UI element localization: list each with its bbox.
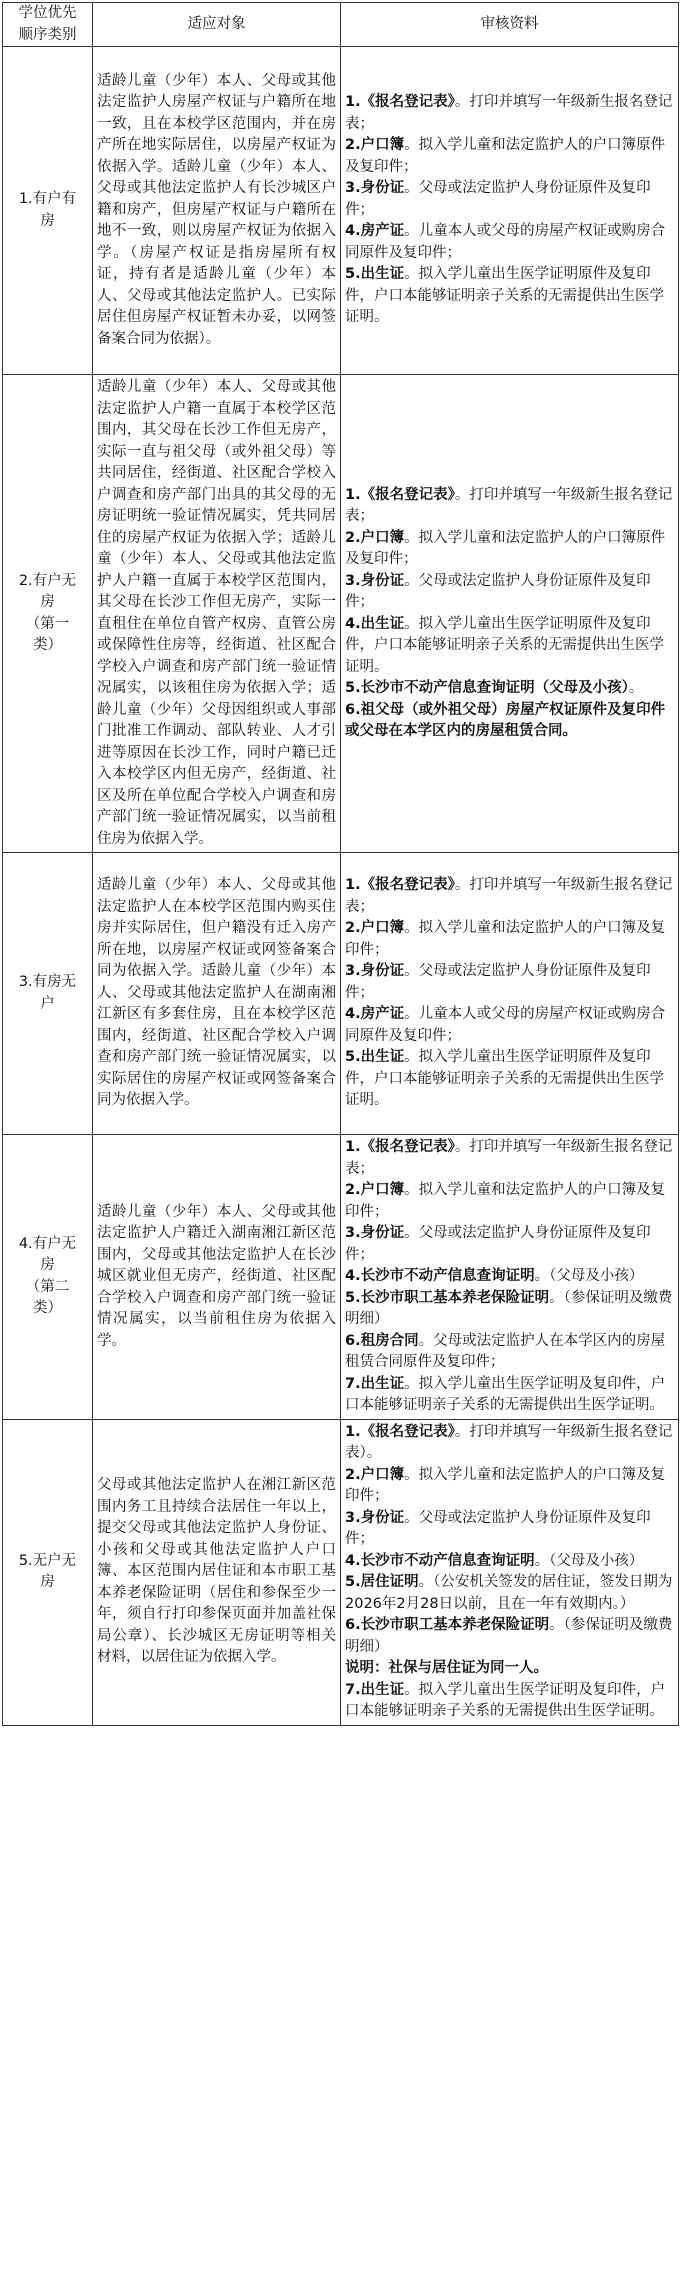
materials-cell <box>341 1135 679 1420</box>
material-item-text: 。拟入学儿童和法定监护人的户口簿及复印件； <box>345 920 666 958</box>
material-item <box>345 1288 674 1331</box>
category-cell <box>3 1419 93 1725</box>
material-item-text: 。（父母及小孩） <box>534 1552 644 1569</box>
material-item <box>345 485 674 528</box>
material-item-title: 3.身份证 <box>345 180 405 197</box>
material-item-text: 。拟入学儿童出生医学证明及复印件，户口本能够证明亲子关系的无需提供出生医学证明。 <box>345 1375 666 1413</box>
material-item-text: 。父母或法定监护人身份证原件及复印件； <box>345 1225 651 1263</box>
material-item <box>345 1508 674 1551</box>
material-item-text: 。 <box>628 680 644 696</box>
material-item-title: 1.《报名登记表》 <box>345 1139 455 1155</box>
material-item <box>345 1422 674 1465</box>
materials-cell <box>341 47 679 375</box>
material-item <box>345 1572 674 1615</box>
material-item-text: 。打印并填写一年级新生报名登记表； <box>345 94 673 132</box>
material-item-title: 2.户口簿 <box>345 920 405 937</box>
material-item <box>345 1004 674 1047</box>
header-category <box>3 3 93 47</box>
material-item-text: 。拟入学儿童和法定监护人的户口簿及复印件； <box>345 1182 666 1220</box>
material-item-text: 。父母或法定监护人身份证原件及复印件； <box>345 963 651 1001</box>
material-item-text: 。父母或法定监护人在本学区内的房屋租赁合同原件及复印件； <box>345 1332 666 1370</box>
material-item-title: 5.居住证明 <box>345 1574 419 1590</box>
category-line: 房 <box>40 1257 55 1274</box>
material-item-text: 。父母或法定监护人身份证原件及复印件； <box>345 180 651 218</box>
material-item <box>345 678 674 700</box>
material-item <box>345 1615 674 1658</box>
category-cell <box>3 47 93 375</box>
material-item-text: 。父母或法定监护人身份证原件及复印件； <box>345 572 651 610</box>
table-body <box>3 47 679 1726</box>
material-item-title: 5.长沙市职工基本养老保险证明 <box>345 1289 550 1306</box>
material-item-text: 。拟入学儿童出生医学证明原件及复印件，户口本能够证明亲子关系的无需提供出生医学证明。 <box>345 1049 664 1109</box>
material-item-title: 2.户口簿 <box>345 529 405 546</box>
object-cell: 适龄儿童（少年）本人、父母或其他法定监护人在本校学区范围内购买住房并实际居住，但户籍没有迁入房产所在地，以房屋产权证或网签备案合同为依据入学。适龄儿童（少年）本人、父母或其他法定监护人在湖南湘江新区有多套住房，且在本校学区范围内，经街道、社区配合学校入户调查和房产部门统一验证情况属实，以实际居住的房屋产权证或网签备案合同为依据入学。 <box>93 853 341 1135</box>
material-item-title: 4.房产证 <box>345 1006 405 1023</box>
category-cell <box>3 375 93 853</box>
material-item-title: 6.祖父母（或外祖父母）房屋产权证原件及复印件或父母在本学区内的房屋租赁合同。 <box>345 701 666 739</box>
material-item-title: 3.身份证 <box>345 963 405 980</box>
material-item <box>345 135 674 178</box>
material-item-title: 5.出生证 <box>345 1049 405 1066</box>
material-item-title: 5.长沙市不动产信息查询证明（父母及小孩） <box>345 680 629 696</box>
material-item <box>345 178 674 221</box>
material-item-title: 4.长沙市不动产信息查询证明 <box>345 1268 535 1284</box>
material-item <box>345 614 674 679</box>
category-cell <box>3 1135 93 1420</box>
category-line: 5.无户无 <box>18 1552 77 1569</box>
material-item <box>345 1465 674 1508</box>
header-category-line1: 学位优先 <box>18 5 77 21</box>
material-item-title: 7.出生证 <box>345 1681 405 1698</box>
category-line: 4.有户无 <box>18 1235 77 1252</box>
category-line: （第一 <box>25 615 70 632</box>
category-line: （第二 <box>25 1278 70 1295</box>
table-row <box>3 1419 679 1725</box>
materials-cell <box>341 375 679 853</box>
category-line: 户 <box>40 995 55 1012</box>
material-item-title: 2.户口簿 <box>345 137 405 154</box>
material-item-text: 。拟入学儿童出生医学证明原件及复印件，户口本能够证明亲子关系的无需提供出生医学证明。 <box>345 266 664 326</box>
material-item <box>345 700 674 743</box>
category-line: 3.有房无 <box>18 974 77 990</box>
material-item-title: 6.长沙市职工基本养老保险证明 <box>345 1617 550 1633</box>
material-item-title: 说明：社保与居住证为同一人。 <box>345 1660 548 1676</box>
header-object: 适应对象 <box>93 3 341 47</box>
material-item-title: 1.《报名登记表》 <box>345 1423 455 1440</box>
material-item-title: 4.房产证 <box>345 223 405 240</box>
header-materials: 审核资料 <box>341 3 679 47</box>
material-item-text: 。打印并填写一年级新生报名登记表）。 <box>345 1423 673 1461</box>
category-cell <box>3 853 93 1135</box>
material-item-title: 4.长沙市不动产信息查询证明 <box>345 1552 535 1569</box>
materials-cell <box>341 1419 679 1725</box>
material-item-title: 5.出生证 <box>345 266 405 283</box>
category-line: 房 <box>40 212 55 229</box>
material-item <box>345 528 674 571</box>
category-line: 房 <box>40 594 55 610</box>
material-item <box>345 264 674 329</box>
material-item-text: 。儿童本人或父母的房屋产权证或购房合同原件及复印件； <box>345 1006 666 1044</box>
material-item-title: 3.身份证 <box>345 1225 405 1241</box>
material-item-title: 3.身份证 <box>345 1509 405 1526</box>
material-item-text: 。（参保证明及缴费明细） <box>345 1289 673 1327</box>
object-cell: 适龄儿童（少年）本人、父母或其他法定监护人户籍迁入湖南湘江新区范围内，父母或其他法定监护人在长沙城区就业但无房产，经街道、社区配合学校入户调查和房产部门统一验证情况属实，以当前租住房为依据入学。 <box>93 1135 341 1420</box>
materials-cell <box>341 853 679 1135</box>
material-item <box>345 1266 674 1288</box>
table-row <box>3 853 679 1135</box>
material-item-title: 7.出生证 <box>345 1375 405 1392</box>
object-cell: 适龄儿童（少年）本人、父母或其他法定监护人户籍一直属于本校学区范围内，其父母在长沙工作但无房产，实际一直与祖父母（或外祖父母）等共同居住，经街道、社区配合学校入户调查和房产部门出具的其父母的无房证明统一验证情况属实，凭共同居住的房屋产权证为依据入学；适龄儿童（少年）本人、父母或其他法定监护人户籍一直属于本校学区范围内，其父母在长沙工作但无房产，实际一直租住在单位自管产权房、直管公房或保障性住房等，经街道、社区配合学校入户调查和房产部门统一验证情况属实，以该租住房为依据入学；适龄儿童（少年）父母因组织或人事部门批准工作调动、部队转业、人才引进等原因在长沙工作，同时户籍已迁入本校学区内但无房产，经街道、社区及所在单位配合学校入户调查和房产部门统一验证情况属实，以当前租住房为依据入学。 <box>93 375 341 853</box>
material-item-text: 。拟入学儿童和法定监护人的户口簿原件及复印件； <box>345 529 666 567</box>
material-item-text: 。（参保证明及缴费明细） <box>345 1617 673 1655</box>
material-item <box>345 1374 674 1417</box>
table-row <box>3 47 679 375</box>
material-item <box>345 875 674 918</box>
object-cell: 适龄儿童（少年）本人、父母或其他法定监护人房屋产权证与户籍所在地一致，且在本校学区范围内，并在房产所在地实际居住，以房屋产权证为依据入学。适龄儿童（少年）本人、父母或其他法定监护人有长沙城区户籍和房产，但房屋产权证与户籍所在地不一致，则以房屋产权证为依据入学。（房屋产权证是指房屋所有权证，持有者是适龄儿童（少年）本人、父母或其他法定监护人。已实际居住但房屋产权证暂未办妥，以网签备案合同为依据）。 <box>93 47 341 375</box>
category-line: 类） <box>33 637 62 653</box>
material-item-text: 。儿童本人或父母的房屋产权证或购房合同原件及复印件； <box>345 223 666 261</box>
category-line: 1.有户有 <box>18 191 77 207</box>
material-item-text: 。拟入学儿童和法定监护人的户口簿原件及复印件； <box>345 137 666 175</box>
material-item <box>345 92 674 135</box>
material-item-text: 。打印并填写一年级新生报名登记表； <box>345 1139 673 1177</box>
material-item-title: 1.《报名登记表》 <box>345 877 455 894</box>
material-item <box>345 1223 674 1266</box>
material-item <box>345 1047 674 1112</box>
material-item-title: 1.《报名登记表》 <box>345 486 455 503</box>
material-item <box>345 918 674 961</box>
header-row <box>3 3 679 47</box>
material-item-title: 6.租房合同 <box>345 1332 419 1349</box>
material-item <box>345 1180 674 1223</box>
header-category-line2: 顺序类别 <box>18 26 77 43</box>
material-item <box>345 1658 674 1680</box>
material-item-text: 。打印并填写一年级新生报名登记表； <box>345 486 673 524</box>
material-item <box>345 221 674 264</box>
material-item-text: 。父母或法定监护人身份证原件及复印件； <box>345 1509 651 1547</box>
material-item-text: 。（公安机关签发的居住证，签发日期为2026年2月28日以前，且在一年有效期内。） <box>345 1574 673 1612</box>
material-item <box>345 1551 674 1573</box>
material-item <box>345 1331 674 1374</box>
table-row <box>3 1135 679 1420</box>
material-item-text: 。打印并填写一年级新生报名登记表； <box>345 877 673 915</box>
material-item-title: 2.户口簿 <box>345 1182 405 1198</box>
material-item-text: 。拟入学儿童出生医学证明及复印件，户口本能够证明亲子关系的无需提供出生医学证明。 <box>345 1681 666 1719</box>
material-item <box>345 1137 674 1180</box>
material-item-text: 。拟入学儿童和法定监护人的户口簿及复印件； <box>345 1466 666 1504</box>
table-row <box>3 375 679 853</box>
category-line: 房 <box>40 1574 55 1590</box>
admission-table <box>2 2 679 1726</box>
material-item <box>345 961 674 1004</box>
material-item-title: 2.户口簿 <box>345 1466 405 1483</box>
material-item-title: 4.出生证 <box>345 615 405 632</box>
material-item <box>345 1680 674 1723</box>
material-item-text: 。拟入学儿童出生医学证明原件及复印件，户口本能够证明亲子关系的无需提供出生医学证明。 <box>345 615 664 675</box>
material-item-title: 1.《报名登记表》 <box>345 94 455 111</box>
category-line: 类） <box>33 1300 62 1317</box>
material-item-text: 。（父母及小孩） <box>534 1268 644 1284</box>
material-item-title: 3.身份证 <box>345 572 405 589</box>
material-item <box>345 571 674 614</box>
object-cell: 父母或其他法定监护人在湘江新区范围内务工且持续合法居住一年以上，提交父母或其他法定监护人身份证、小孩和父母或其他法定监护人户口簿、本区范围内居住证和本市职工基本养老保险证明（居住和参保至少一年，须自行打印参保页面并加盖社保局公章）、长沙城区无房证明等相关材料，以居住证为依据入学。 <box>93 1419 341 1725</box>
category-line: 2.有户无 <box>18 572 77 589</box>
